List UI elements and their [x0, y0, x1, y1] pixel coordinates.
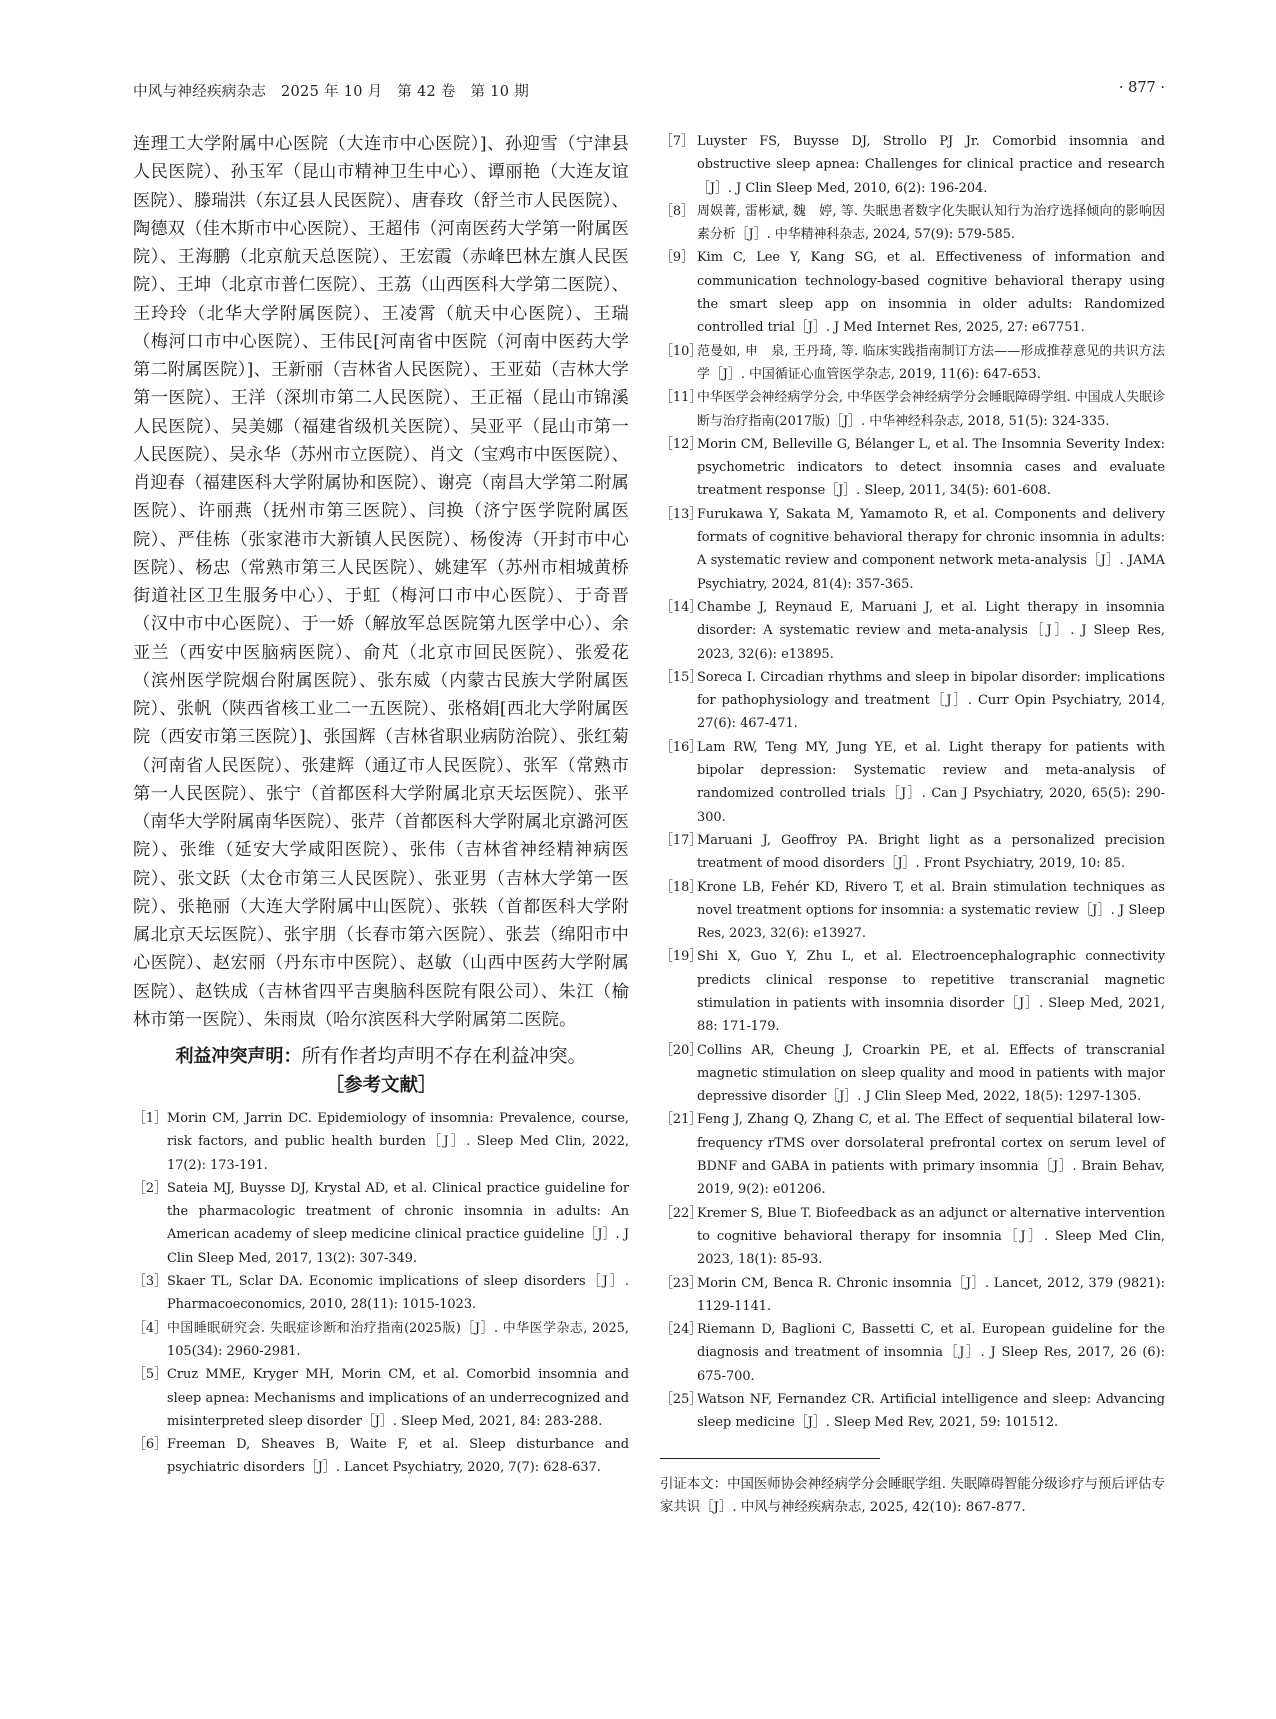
reference-number: ［10］ [660, 343, 703, 359]
reference-item [660, 736, 1165, 829]
reference-number: ［22］ [660, 1205, 703, 1221]
reference-item [660, 200, 1165, 247]
reference-text: Shi X, Guo Y, Zhu L, et al. Electroencephalographic connectivity predicts clinical response to repetitive transcranial magnetic stimulation in patients with insomnia disorder［J］. Sleep Med, 2021, 88: 171-179. [697, 949, 1165, 1035]
reference-text: Lam RW, Teng MY, Jung YE, et al. Light therapy for patients with bipolar depression: Systematic review and meta-analysis of randomized controlled trials［J］. Can J Psychiatry, 2020, 65(5): 290-300. [697, 739, 1165, 825]
reference-item [660, 503, 1165, 596]
reference-item [133, 1433, 629, 1480]
reference-item [660, 666, 1165, 736]
reference-text: Kim C, Lee Y, Kang SG, et al. Effectiveness of information and communication technology-based cognitive behavioral therapy using the smart sleep app on insomnia in older adults: Randomized controlled trial［J］. J Med Internet Res, 2025, 27: e67751. [697, 250, 1165, 336]
reference-item [133, 1270, 629, 1317]
reference-text: Skaer TL, Sclar DA. Economic implications of sleep disorders［J］. Pharmacoeconomics, 2010, 28(11): 1015-1023. [167, 1274, 629, 1313]
reference-item [133, 1107, 629, 1177]
footnote-divider [660, 1458, 880, 1459]
reference-number: ［1］ [133, 1111, 167, 1126]
reference-number: ［12］ [660, 436, 703, 452]
reference-number: ［21］ [660, 1112, 703, 1128]
reference-number: ［23］ [660, 1275, 703, 1291]
reference-number: ［16］ [660, 739, 703, 755]
reference-item [660, 596, 1165, 666]
page-number: · 877 · [1118, 80, 1165, 96]
reference-item [660, 1318, 1165, 1388]
reference-text: Chambe J, Reynaud E, Maruani J, et al. Light therapy in insomnia disorder: A systematic review and meta-analysis［J］. J Sleep Res, 2023, 32(6): e13895. [697, 599, 1165, 662]
reference-number: ［4］ [133, 1320, 167, 1336]
reference-number: ［25］ [660, 1392, 703, 1408]
reference-item [660, 1039, 1165, 1109]
reference-text: Watson NF, Fernandez CR. Artificial intelligence and sleep: Advancing sleep medicine［J］. Sleep Med Rev, 2021, 59: 101512. [697, 1392, 1165, 1431]
reference-text: 中华医学会神经病学分会, 中华医学会神经病学分会睡眠障碍学组. 中国成人失眠诊断与治疗指南(2017版)［J］. 中华神经科杂志, 2018, 51(5): 324-335. [697, 390, 1165, 429]
reference-item [660, 1272, 1165, 1319]
reference-number: ［9］ [660, 250, 694, 266]
reference-number: ［6］ [133, 1437, 167, 1453]
contributors-paragraph: 连理工大学附属中心医院（大连市中心医院）]、孙迎雪（宁津县人民医院）、孙玉军（昆山市精神卫生中心）、谭丽艳（大连友谊医院）、滕瑞洪（东辽县人民医院）、唐春玫（舒兰市人民医院）、陶德双（佳木斯市中心医院）、王超伟（河南医药大学第一附属医院）、王海鹏（北京航天总医院）、王宏霞（赤峰巴林左旗人民医院）、王坤（北京市普仁医院）、王荔（山西医科大学第二医院）、王玲玲（北华大学附属医院）、王凌霄（航天中心医院）、王瑞（梅河口市中心医院）、王伟民[河南省中医院（河南中医药大学第二附属医院）]、王新丽（吉林省人民医院）、王亚茹（吉林大学第一医院）、王洋（深圳市第二人民医院）、王正福（昆山市锦溪人民医院）、吴美娜（福建省级机关医院）、吴亚平（昆山市第一人民医院）、吴永华（苏州市立医院）、肖文（宝鸡市中医医院）、肖迎春（福建医科大学附属协和医院）、谢亮（南昌大学第二附属医院）、许丽燕（抚州市第三医院）、闫换（济宁医学院附属医院）、严佳栋（张家港市大新镇人民医院）、杨俊涛（开封市中心医院）、杨忠（常熟市第三人民医院）、姚建军（苏州市相城黄桥街道社区卫生服务中心）、于虹（梅河口市中心医院）、于奇晋（汉中市中心医院）、于一娇（解放军总医院第九医学中心）、余亚兰（西安中医脑病医院）、俞芃（北京市回民医院）、张爱花（滨州医学院烟台附属医院）、张东威（内蒙古民族大学附属医院）、张帆（陕西省核工业二一五医院）、张格娟[西北大学附属医院（西安市第三医院）]、张国辉（吉林省职业病防治院）、张红菊（河南省人民医院）、张建辉（通辽市人民医院）、张军（常熟市第一人民医院）、张宁（首都医科大学附属北京天坛医院）、张平（南华大学附属南华医院）、张芹（首都医科大学附属北京潞河医院）、张维（延安大学咸阳医院）、张伟（吉林省神经精神病医院）、张文跃（太仓市第三人民医院）、张亚男（吉林大学第一医院）、张艳丽（大连大学附属中山医院）、张轶（首都医科大学附属北京天坛医院）、张宇朋（长春市第六医院）、张芸（绵阳市中心医院）、赵宏丽（丹东市中医院）、赵敏（山西中医药大学附属医院）、赵铁成（吉林省四平吉奥脑科医院有限公司）、朱江（榆林市第一医院）、朱雨岚（哈尔滨医科大学附属第二医院。 [133, 134, 629, 1030]
conflict-text: 所有作者均声明不存在利益冲突。 [301, 1045, 587, 1067]
reference-number: ［13］ [660, 506, 703, 522]
reference-text: Soreca I. Circadian rhythms and sleep in bipolar disorder: implications for pathophysiology and treatment［J］. Curr Opin Psychiatry, 2014, 27(6): 467-471. [697, 669, 1165, 732]
reference-text: 范曼如, 申 泉, 王丹琦, 等. 临床实践指南制订方法——形成推荐意见的共识方法学［J］. 中国循证心血管医学杂志, 2019, 11(6): 647-653. [697, 343, 1165, 382]
reference-item [660, 1202, 1165, 1272]
reference-number: ［20］ [660, 1042, 703, 1058]
reference-number: ［3］ [133, 1274, 167, 1290]
reference-text: Furukawa Y, Sakata M, Yamamoto R, et al. Components and delivery formats of cognitive behavioral therapy for chronic insomnia in adults: A systematic review and component network meta-analysis［J］. JAMA Psychiatry, 2024, 81(4): 357-365. [697, 506, 1165, 592]
reference-text: Sateia MJ, Buysse DJ, Krystal AD, et al. Clinical practice guideline for the pharmacologic treatment of chronic insomnia in adults: An American academy of sleep medicine clinical practice guideline［J］. J Clin Sleep Med, 2017, 13(2): 307-349. [167, 1180, 629, 1266]
reference-text: Kremer S, Blue T. Biofeedback as an adjunct or alternative intervention to cognitive behavioral therapy for insomnia［J］. Sleep Med Clin, 2023, 18(1): 85-93. [697, 1205, 1165, 1268]
reference-text: 中国睡眠研究会. 失眠症诊断和治疗指南(2025版)［J］. 中华医学杂志, 2025, 105(34): 2960-2981. [167, 1320, 629, 1359]
reference-number: ［7］ [660, 134, 694, 149]
reference-number: ［11］ [660, 390, 703, 406]
reference-item [660, 433, 1165, 503]
reference-item [660, 386, 1165, 433]
journal-info: 中风与神经疾病杂志 2025 年 10 月 第 42 卷 第 10 期 [133, 84, 530, 100]
reference-number: ［18］ [660, 879, 703, 895]
reference-number: ［8］ [660, 203, 694, 219]
reference-number: ［15］ [660, 669, 703, 685]
reference-number: ［14］ [660, 599, 703, 615]
reference-item [660, 829, 1165, 876]
reference-text: 周娱菁, 雷彬斌, 魏 婷, 等. 失眠患者数字化失眠认知行为治疗选择倾向的影响因素分析［J］. 中华精神科杂志, 2024, 57(9): 579-585. [697, 203, 1165, 243]
reference-text: Freeman D, Sheaves B, Waite F, et al. Sleep disturbance and psychiatric disorders［J］. Lancet Psychiatry, 2020, 7(7): 628-637. [167, 1437, 629, 1476]
reference-item [660, 876, 1165, 946]
reference-number: ［24］ [660, 1322, 703, 1338]
reference-text: Morin CM, Jarrin DC. Epidemiology of insomnia: Prevalence, course, risk factors, and public health burden［J］. Sleep Med Clin, 2022, 17(2): 173-191. [167, 1111, 629, 1173]
reference-item [133, 1363, 629, 1433]
reference-text: Maruani J, Geoffroy PA. Bright light as a personalized precision treatment of mood disorders［J］. Front Psychiatry, 2019, 10: 85. [697, 832, 1165, 872]
conflict-label: 利益冲突声明： [175, 1046, 302, 1067]
running-header [133, 78, 1165, 104]
right-column [660, 130, 1165, 1520]
reference-item [660, 340, 1165, 387]
conflict-of-interest [133, 1042, 629, 1071]
reference-number: ［19］ [660, 949, 703, 965]
reference-item [660, 945, 1165, 1038]
reference-text: Collins AR, Cheung J, Croarkin PE, et al. Effects of transcranial magnetic stimulation on sleep quality and mood in patients with major depressive disorder［J］. J Clin Sleep Med, 2022, 18(5): 1297-1305. [697, 1042, 1165, 1105]
reference-text: Cruz MME, Kryger MH, Morin CM, et al. Comorbid insomnia and sleep apnea: Mechanisms and implications of an underrecognized and misinterpreted sleep disorder［J］. Sleep Med, 2021, 84: 283-288. [167, 1367, 629, 1429]
citation-note: 引证本文：中国医师协会神经病学分会睡眠学组. 失眠障碍智能分级诊疗与预后评估专家共识［J］. 中风与神经疾病杂志, 2025, 42(10): 867-877. [660, 1476, 1165, 1516]
reference-text: Morin CM, Benca R. Chronic insomnia［J］. Lancet, 2012, 379 (9821): 1129-1141. [697, 1275, 1165, 1314]
reference-number: ［2］ [133, 1180, 167, 1196]
reference-number: ［5］ [133, 1367, 167, 1383]
references-title: ［参考文献］ [325, 1075, 437, 1096]
reference-item [133, 1317, 629, 1364]
reference-text: Luyster FS, Buysse DJ, Strollo PJ Jr. Comorbid insomnia and obstructive sleep apnea: Challenges for clinical practice and research［J］. J Clin Sleep Med, 2010, 6(2): 196-204. [697, 134, 1165, 196]
reference-item [660, 130, 1165, 200]
reference-item [660, 1388, 1165, 1435]
reference-text: Riemann D, Baglioni C, Bassetti C, et al. European guideline for the diagnosis and treatment of insomnia［J］. J Sleep Res, 2017, 26 (6): 675-700. [697, 1322, 1165, 1384]
reference-text: Krone LB, Fehér KD, Rivero T, et al. Brain stimulation techniques as novel treatment options for insomnia: a systematic review［J］. J Sleep Res, 2023, 32(6): e13927. [697, 879, 1165, 942]
reference-item [133, 1177, 629, 1270]
reference-item [660, 1108, 1165, 1201]
left-column [133, 130, 629, 1480]
reference-list-right [660, 130, 1165, 1435]
reference-number: ［17］ [660, 832, 703, 848]
reference-text: Morin CM, Belleville G, Bélanger L, et al. The Insomnia Severity Index: psychometric indicators to detect insomnia cases and evaluate treatment response［J］. Sleep, 2011, 34(5): 601-608. [697, 436, 1165, 499]
reference-item [660, 246, 1165, 339]
reference-text: Feng J, Zhang Q, Zhang C, et al. The Effect of sequential bilateral low-frequency rTMS over dorsolateral prefrontal cortex on serum level of BDNF and GABA in patients with primary insomnia［J］. Brain Behav, 2019, 9(2): e01206. [697, 1112, 1165, 1198]
reference-list-left [133, 1107, 629, 1480]
